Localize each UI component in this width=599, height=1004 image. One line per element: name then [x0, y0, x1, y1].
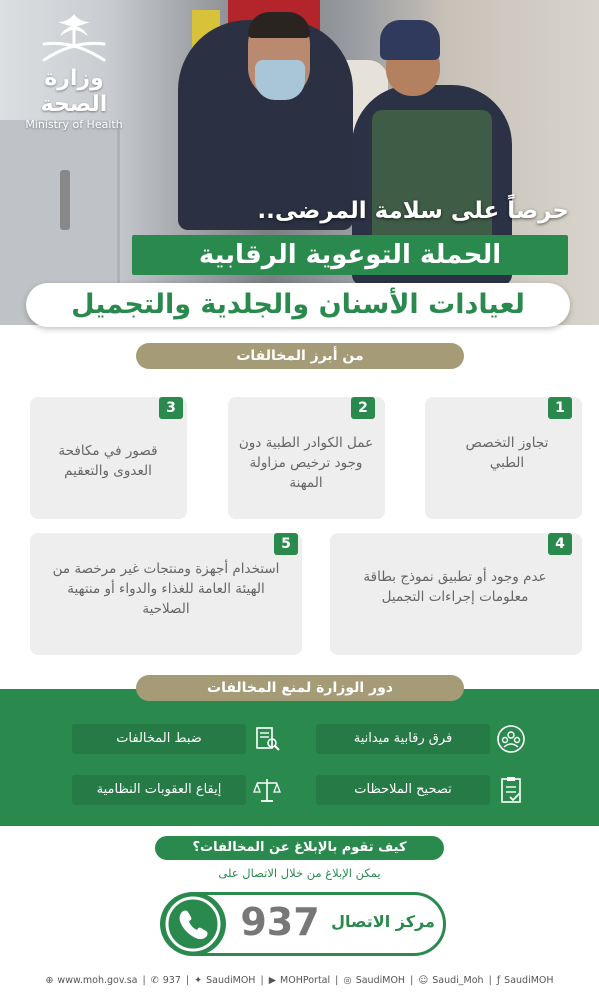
inspector-cap — [380, 20, 440, 60]
violation-card-4 — [330, 533, 582, 655]
facebook-icon: ƒ — [496, 975, 501, 986]
face-mask — [255, 60, 305, 100]
team-icon — [496, 724, 526, 754]
ministry-role-heading: دور الوزارة لمنع المخالفات — [136, 675, 464, 701]
report-heading: كيف تقوم بالإبلاغ عن المخالفات؟ — [155, 836, 444, 860]
violation-card-1 — [425, 397, 582, 519]
violation-number: 4 — [548, 533, 572, 555]
violation-number: 2 — [351, 397, 375, 419]
footer-youtube[interactable]: MOHPortal — [280, 975, 331, 986]
hero-tagline: حرصاً على سلامة المرضى.. — [257, 198, 569, 224]
hero-subtitle: لعيادات الأسنان والجلدية والتجميل — [26, 283, 570, 327]
document-search-icon — [252, 724, 282, 754]
scales-icon — [252, 775, 282, 805]
violation-text: استخدام أجهزة ومنتجات غير مرخصة من الهيئة العامة للغذاء والدواء أو منتهية الصلاحية — [52, 561, 280, 617]
violation-text: قصور في مكافحة العدوى والتعقيم — [58, 443, 158, 479]
violation-card-2 — [228, 397, 385, 519]
globe-icon: ⊕ — [45, 975, 54, 986]
footer-facebook[interactable]: SaudiMOH — [504, 975, 554, 986]
snapchat-icon: ☺ — [418, 975, 429, 986]
hero-title: الحملة التوعوية الرقابية — [132, 235, 568, 275]
palm-swords-icon — [34, 10, 114, 66]
instagram-icon: ◎ — [343, 975, 352, 986]
footer-website[interactable]: www.moh.gov.sa — [57, 975, 138, 986]
violation-number: 5 — [274, 533, 298, 555]
inspector-hair — [248, 12, 310, 38]
violations-heading: من أبرز المخالفات — [136, 343, 464, 369]
violation-number: 3 — [159, 397, 183, 419]
violation-text: عمل الكوادر الطبية دون وجود ترخيص مزاولة المهنة — [238, 435, 374, 491]
twitter-icon: ✦ — [194, 975, 203, 986]
call-center-label: مركز الاتصال — [331, 912, 435, 931]
violation-card-3 — [30, 397, 187, 519]
role-impose-penalties: إيقاع العقوبات النظامية — [72, 775, 246, 805]
phone-icon: ✆ — [150, 975, 159, 986]
door-handle — [60, 170, 70, 230]
logo-english: Ministry of Health — [25, 118, 123, 131]
youtube-icon: ▶ — [268, 975, 277, 986]
report-subtitle: يمكن الإبلاغ من خلال الاتصال على — [218, 866, 381, 880]
violation-number: 1 — [548, 397, 572, 419]
violation-text: تجاوز التخصص الطبي — [465, 435, 549, 471]
role-correct-notes: تصحيح الملاحظات — [316, 775, 490, 805]
ministry-role-section — [0, 689, 599, 826]
moh-logo — [14, 10, 134, 131]
role-field-teams: فرق رقابية ميدانية — [316, 724, 490, 754]
role-seize-violations: ضبط المخالفات — [72, 724, 246, 754]
phone-icon — [160, 892, 226, 956]
footer-instagram[interactable]: SaudiMOH — [355, 975, 406, 986]
footer-snapchat[interactable]: Saudi_Moh — [432, 975, 484, 986]
logo-arabic: وزارة الصحة — [40, 66, 108, 117]
violation-card-5 — [30, 533, 302, 655]
checklist-icon — [496, 775, 526, 805]
footer-links: ⊕ www.moh.gov.sa | ✆ 937 | ✦ SaudiMOH | ▶ MOHPortal | ◎ SaudiMOH | ☺ Saudi_Moh | ƒ SaudiMOH — [45, 975, 554, 986]
phone-icon-circle — [160, 892, 226, 956]
footer-phone[interactable]: 937 — [162, 975, 181, 986]
footer-twitter[interactable]: SaudiMOH — [206, 975, 256, 986]
call-number[interactable]: 937 — [240, 900, 320, 944]
violation-text: عدم وجود أو تطبيق نموذج بطاقة معلومات إجراءات التجميل — [363, 569, 547, 605]
inspector-vest — [372, 110, 492, 250]
